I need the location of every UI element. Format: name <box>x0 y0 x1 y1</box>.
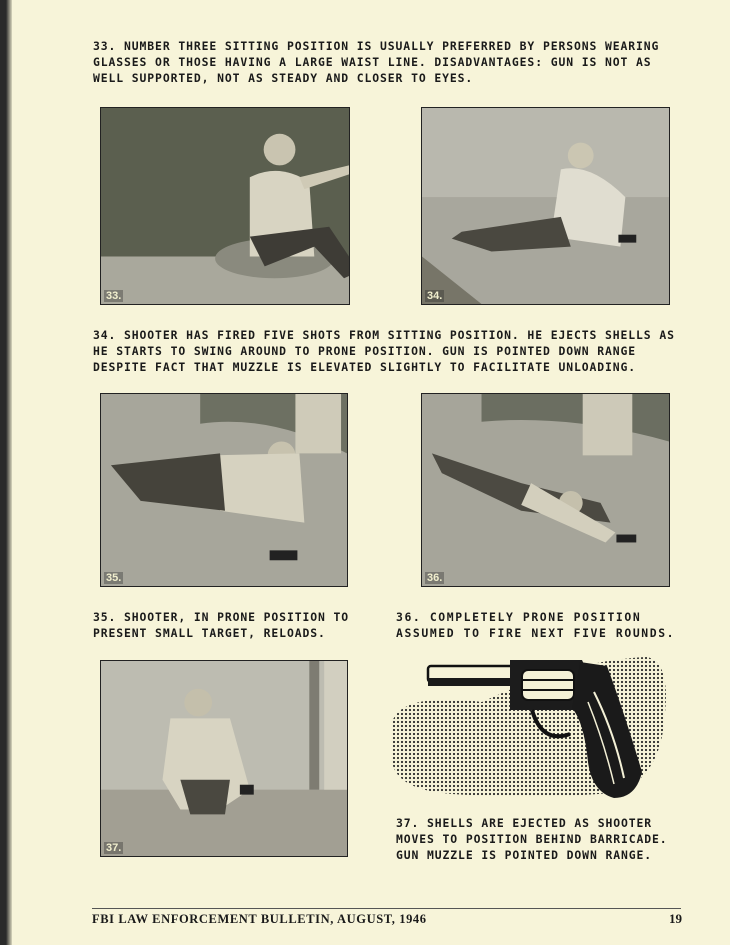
photo-33-sitting-shooter <box>100 107 350 305</box>
footer-publication: FBI LAW ENFORCEMENT BULLETIN, AUGUST, 1946 <box>92 912 427 926</box>
page-binding-edge <box>0 0 12 945</box>
photo-37-moving-to-barricade <box>100 660 348 857</box>
caption-33: 33. NUMBER THREE SITTING POSITION IS USUALLY PREFERRED BY PERSONS WEARING GLASSES OR THOSE HAVING A LARGE WAIST LINE. DISADVANTAGES: GUN IS NOT AS WELL SUPPORTED, NOT AS STEADY AND CLOSER TO EYES. <box>93 39 660 85</box>
caption-37: 37. SHELLS ARE EJECTED AS SHOOTER MOVES TO POSITION BEHIND BARRICADE. GUN MUZZLE IS POINTED DOWN RANGE. <box>396 816 668 862</box>
photo-number-36: 36. <box>427 572 443 584</box>
photo-34-swinging-to-prone <box>421 107 670 305</box>
photo-36-completely-prone <box>421 393 670 587</box>
caption-35: 35. SHOOTER, IN PRONE POSITION TO PRESENT SMALL TARGET, RELOADS. <box>93 610 350 640</box>
revolver-illustration <box>392 652 668 802</box>
footer-rule <box>92 908 681 909</box>
photo-number-34: 34. <box>427 290 443 302</box>
caption-34: 34. SHOOTER HAS FIRED FIVE SHOTS FROM SITTING POSITION. HE EJECTS SHELLS AS HE STARTS TO SWING AROUND TO PRONE POSITION. GUN IS POINTED DOWN RANGE DESPITE FACT THAT MUZZLE IS ELEVATED SLIGHTLY TO FACILITATE UNLOADING. <box>93 328 675 374</box>
photo-35-prone-reloading <box>100 393 348 587</box>
photo-number-37: 37. <box>106 842 122 854</box>
page-number: 19 <box>669 911 682 926</box>
photo-number-33: 33. <box>106 290 122 302</box>
photo-number-35: 35. <box>106 572 122 584</box>
caption-36: 36. COMPLETELY PRONE POSITION ASSUMED TO FIRE NEXT FIVE ROUNDS. <box>396 610 676 640</box>
